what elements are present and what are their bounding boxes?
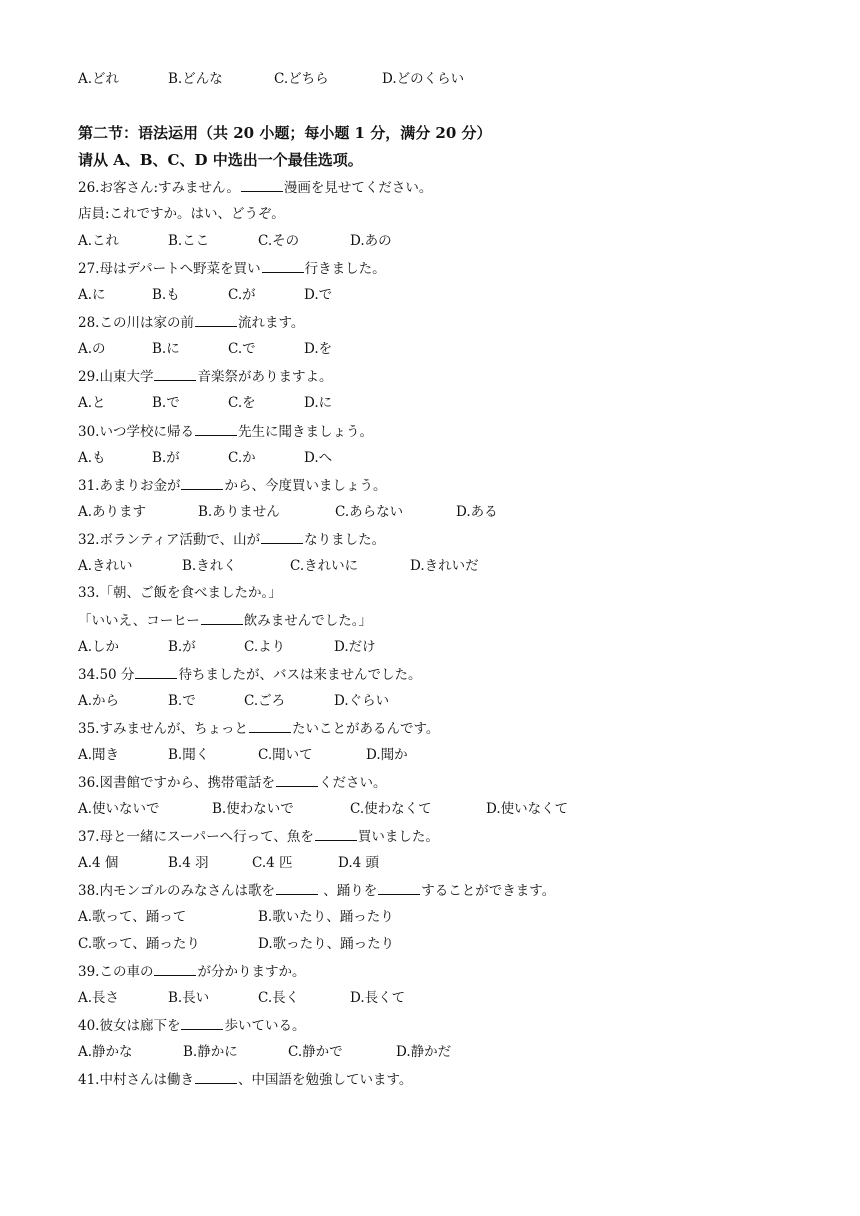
answer-blank bbox=[195, 1070, 237, 1084]
option-d: D.で bbox=[304, 287, 333, 303]
stem-text: 歩いている。 bbox=[224, 1018, 306, 1034]
question-stem bbox=[78, 259, 386, 278]
answer-blank bbox=[201, 611, 243, 625]
option-d: D.きれいだ bbox=[410, 558, 479, 574]
question-stem bbox=[78, 476, 386, 495]
stem-text: 28.この川は家の前 bbox=[78, 315, 194, 331]
option-a: A.これ bbox=[78, 233, 120, 249]
stem-text: 32.ボランティア活動で、山が bbox=[78, 532, 261, 548]
stem-text: 「いいえ、コーヒー bbox=[78, 613, 200, 629]
stem-text: 買いました。 bbox=[357, 829, 439, 845]
option-b: B.歌いたり、踊ったり bbox=[258, 909, 394, 925]
option-c: C.聞いて bbox=[258, 747, 313, 763]
option-d: D.歌ったり、踊ったり bbox=[258, 936, 395, 952]
option-c: C.使わなくて bbox=[350, 801, 432, 817]
option-a: A.静かな bbox=[78, 1044, 133, 1060]
stem-text: なりました。 bbox=[304, 532, 386, 548]
stem-text: 34.50 分 bbox=[78, 667, 135, 683]
option-c: C.4 匹 bbox=[252, 855, 293, 871]
stem-text: することができます。 bbox=[421, 883, 556, 899]
question-stem bbox=[78, 367, 332, 386]
answer-blank bbox=[276, 881, 318, 895]
option-b: B.で bbox=[152, 395, 180, 411]
question-stem bbox=[78, 1070, 412, 1089]
option-b: B.4 羽 bbox=[168, 855, 209, 871]
question-stem bbox=[78, 1016, 305, 1035]
stem-text: 、踊りを bbox=[318, 883, 378, 899]
option-b: B.ここ bbox=[168, 233, 210, 249]
option-b: B.長い bbox=[168, 990, 210, 1006]
question-stem bbox=[78, 881, 555, 900]
stem-text: ください。 bbox=[318, 775, 387, 791]
answer-blank bbox=[154, 962, 196, 976]
question-stem bbox=[78, 719, 439, 738]
option-c: C.どちら bbox=[274, 71, 329, 87]
answer-blank bbox=[378, 881, 420, 895]
option-c: C.ごろ bbox=[244, 693, 286, 709]
option-a: A.4 個 bbox=[78, 855, 119, 871]
stem-text: 先生に聞きましょう。 bbox=[237, 424, 373, 440]
stem-text: 38.内モンゴルのみなさんは歌を bbox=[78, 883, 275, 899]
question-stem: 33.「朝、ご飯を食べましたか。」 bbox=[78, 585, 282, 601]
option-b: B.聞く bbox=[168, 747, 210, 763]
option-b: B.きれく bbox=[182, 558, 237, 574]
option-d: D.長くて bbox=[350, 990, 406, 1006]
stem-text: 35.すみませんが、ちょっと bbox=[78, 721, 248, 737]
option-b: B.使わないで bbox=[212, 801, 294, 817]
option-a: A.きれい bbox=[78, 558, 133, 574]
option-d: D.あの bbox=[350, 233, 392, 249]
stem-text: 36.図書館ですから、携帯電話を bbox=[78, 775, 275, 791]
option-a: A.しか bbox=[78, 639, 120, 655]
stem-text: 26.お客さん:すみません。 bbox=[78, 180, 240, 196]
answer-blank bbox=[195, 422, 237, 436]
option-b: B.も bbox=[152, 287, 180, 303]
question-stem bbox=[78, 530, 385, 549]
section-instruction: 请从 A、B、C、D 中选出一个最佳选项。 bbox=[78, 151, 363, 169]
option-d: D.静かだ bbox=[396, 1044, 452, 1060]
option-a: A.あります bbox=[78, 504, 147, 520]
question-stem bbox=[78, 962, 305, 981]
option-d: D.に bbox=[304, 395, 333, 411]
question-stem bbox=[78, 178, 432, 197]
stem-text: 39.この車の bbox=[78, 964, 154, 980]
option-d: D.ある bbox=[456, 504, 498, 520]
section-title: 第二节：语法运用（共 20 小题；每小题 1 分，满分 20 分） bbox=[78, 124, 492, 142]
option-a: A.どれ bbox=[78, 71, 120, 87]
option-a: A.に bbox=[78, 287, 106, 303]
answer-blank bbox=[261, 530, 303, 544]
option-b: B.どんな bbox=[168, 71, 223, 87]
option-c: C.を bbox=[228, 395, 256, 411]
option-b: B.静かに bbox=[183, 1044, 238, 1060]
question-stem-line2 bbox=[78, 611, 372, 630]
answer-blank bbox=[181, 476, 223, 490]
option-d: D.どのくらい bbox=[382, 71, 465, 87]
option-b: B.が bbox=[152, 450, 180, 466]
option-a: A.使いないで bbox=[78, 801, 160, 817]
option-b: B.で bbox=[168, 693, 196, 709]
option-c: C.で bbox=[228, 341, 256, 357]
answer-blank bbox=[181, 1016, 223, 1030]
stem-text: 、中国語を勉強しています。 bbox=[237, 1072, 413, 1088]
option-a: A.の bbox=[78, 341, 106, 357]
option-d: D.4 頭 bbox=[338, 855, 380, 871]
stem-text: 40.彼女は廊下を bbox=[78, 1018, 181, 1034]
option-d: D.ぐらい bbox=[334, 693, 390, 709]
question-stem bbox=[78, 313, 304, 332]
option-d: D.聞か bbox=[366, 747, 408, 763]
question-stem-line2: 店員:これですか。はい、どうぞ。 bbox=[78, 206, 285, 222]
answer-blank bbox=[262, 259, 304, 273]
option-d: D.へ bbox=[304, 450, 333, 466]
answer-blank bbox=[154, 367, 196, 381]
option-c: C.その bbox=[258, 233, 300, 249]
stem-text: 音楽祭がありますよ。 bbox=[197, 369, 333, 385]
option-a: A.も bbox=[78, 450, 106, 466]
option-a: A.歌って、踊って bbox=[78, 909, 187, 925]
answer-blank bbox=[241, 178, 283, 192]
answer-blank bbox=[249, 719, 291, 733]
option-d: D.だけ bbox=[334, 639, 376, 655]
option-c: C.が bbox=[228, 287, 256, 303]
question-stem bbox=[78, 773, 386, 792]
stem-text: 31.あまりお金が bbox=[78, 478, 181, 494]
question-stem bbox=[78, 665, 421, 684]
option-d: D.使いなくて bbox=[486, 801, 569, 817]
option-b: B.が bbox=[168, 639, 196, 655]
option-c: C.歌って、踊ったり bbox=[78, 936, 200, 952]
option-a: A.聞き bbox=[78, 747, 120, 763]
question-stem bbox=[78, 827, 439, 846]
option-b: B.ありません bbox=[198, 504, 280, 520]
stem-text: 30.いつ学校に帰る bbox=[78, 424, 194, 440]
answer-blank bbox=[315, 827, 357, 841]
option-a: A.と bbox=[78, 395, 106, 411]
option-c: C.長く bbox=[258, 990, 300, 1006]
stem-text: が分かりますか。 bbox=[197, 964, 306, 980]
option-c: C.あらない bbox=[335, 504, 404, 520]
stem-text: から、今度買いましょう。 bbox=[224, 478, 387, 494]
stem-text: 27.母はデパートへ野菜を買い bbox=[78, 261, 261, 277]
stem-text: たいことがあるんです。 bbox=[291, 721, 440, 737]
option-a: A.長さ bbox=[78, 990, 120, 1006]
option-b: B.に bbox=[152, 341, 180, 357]
stem-text: 29.山東大学 bbox=[78, 369, 154, 385]
option-c: C.きれいに bbox=[290, 558, 359, 574]
stem-text: 待ちましたが、バスは来ませんでした。 bbox=[178, 667, 422, 683]
answer-blank bbox=[195, 313, 237, 327]
option-c: C.か bbox=[228, 450, 256, 466]
option-c: C.静かで bbox=[288, 1044, 343, 1060]
stem-text: 飲みませんでした。」 bbox=[243, 613, 373, 629]
stem-text: 41.中村さんは働き bbox=[78, 1072, 194, 1088]
stem-text: 漫画を見せてください。 bbox=[283, 180, 433, 196]
stem-text: 37.母と一緒にスーパーへ行って、魚を bbox=[78, 829, 314, 845]
option-d: D.を bbox=[304, 341, 333, 357]
answer-blank bbox=[135, 665, 177, 679]
stem-text: 行きました。 bbox=[304, 261, 386, 277]
stem-text: 流れます。 bbox=[237, 315, 305, 331]
question-stem bbox=[78, 422, 373, 441]
answer-blank bbox=[276, 773, 318, 787]
option-a: A.から bbox=[78, 693, 120, 709]
option-c: C.より bbox=[244, 639, 286, 655]
